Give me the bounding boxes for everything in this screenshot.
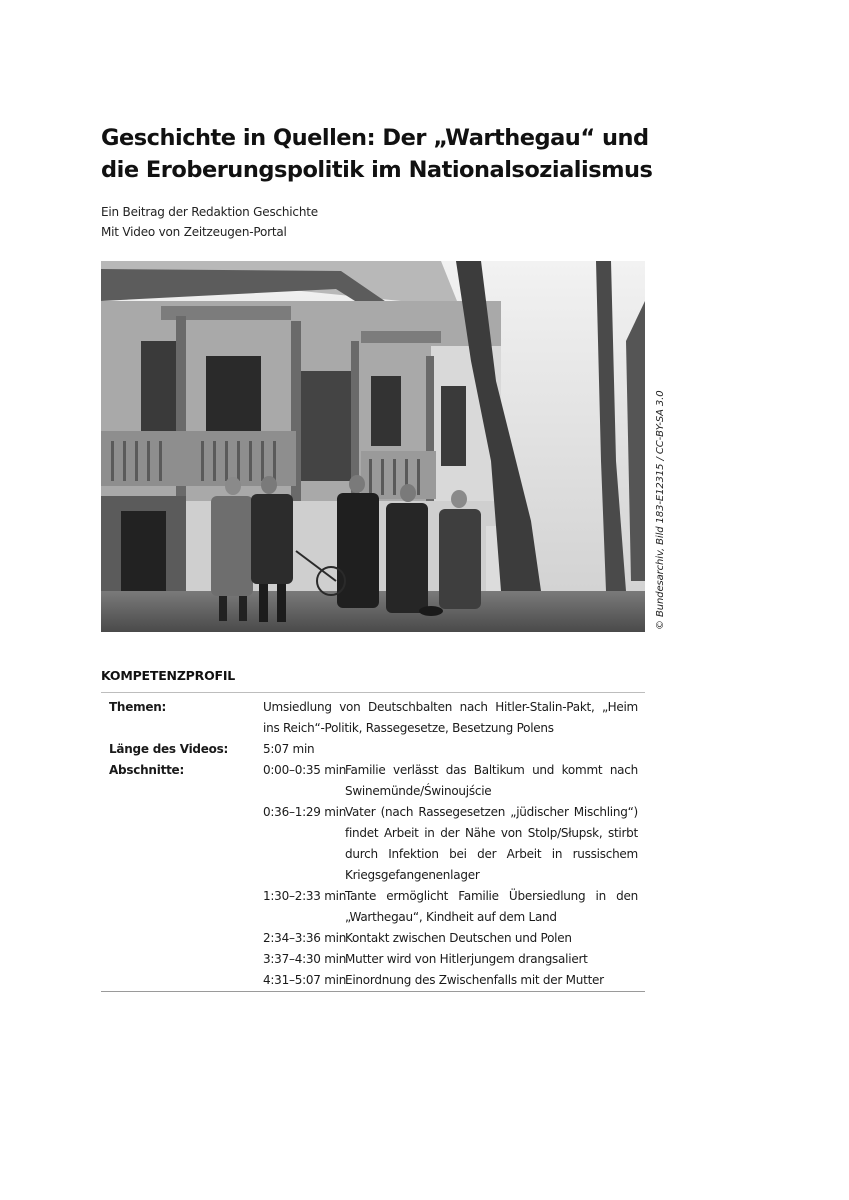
abschnitt-item xyxy=(263,970,638,991)
abschnitt-text: Kontakt zwischen Deutschen und Polen xyxy=(345,931,572,945)
abschnitt-item xyxy=(263,802,638,886)
row-abschnitte xyxy=(101,760,645,991)
photo-credit: © Bundesarchiv, Bild 183-E12315 / CC-BY-SA 3.0 xyxy=(655,390,666,630)
abschnitt-text: Einordnung des Zwischenfalls mit der Mutter xyxy=(345,973,604,987)
abschnitt-time: 0:36–1:29 min xyxy=(263,805,347,819)
title-line-2: die Eroberungspolitik im Nationalsozialismus xyxy=(101,157,653,183)
themen-value: Umsiedlung von Deutschbalten nach Hitler-Stalin-Pakt, „Heim ins Reich“-Politik, Rassegesetze, Besetzung Polens xyxy=(263,700,638,735)
title-line-1: Geschichte in Quellen: Der „Warthegau“ und xyxy=(101,125,649,151)
subtitle-author: Ein Beitrag der Redaktion Geschichte xyxy=(101,205,318,219)
abschnitt-text: Familie verlässt das Baltikum und kommt nach Swinemünde/Świnoujście xyxy=(345,763,638,798)
themen-label: Themen: xyxy=(109,700,167,714)
abschnitt-text: Tante ermöglicht Familie Übersiedlung in den „Warthegau“, Kindheit auf dem Land xyxy=(345,889,638,924)
row-laenge xyxy=(101,739,645,760)
kompetenzprofil-table xyxy=(101,692,645,992)
subtitle-video-source: Mit Video von Zeitzeugen-Portal xyxy=(101,225,287,239)
photo-illustration xyxy=(101,261,645,632)
row-themen xyxy=(101,697,645,739)
abschnitte-list xyxy=(263,760,645,991)
abschnitt-time: 2:34–3:36 min xyxy=(263,931,347,945)
abschnitt-item xyxy=(263,886,638,928)
historical-photo xyxy=(101,261,645,632)
abschnitt-text: Mutter wird von Hitlerjungem drangsaliert xyxy=(345,952,588,966)
abschnitt-text: Vater (nach Rassegesetzen „jüdischer Mischling“) findet Arbeit in der Nähe von Stolp/Słupsk, stirbt durch Infektion bei der Arbeit in russischem Kriegsgefangenenlager xyxy=(345,805,638,882)
abschnitte-label: Abschnitte: xyxy=(109,763,184,777)
laenge-value: 5:07 min xyxy=(263,742,315,756)
page-title xyxy=(101,122,661,186)
abschnitt-item xyxy=(263,949,638,970)
kompetenzprofil-heading: KOMPETENZPROFIL xyxy=(101,668,236,683)
abschnitt-item xyxy=(263,928,638,949)
abschnitt-time: 3:37–4:30 min xyxy=(263,952,347,966)
laenge-label: Länge des Videos: xyxy=(109,742,229,756)
abschnitt-time: 0:00–0:35 min xyxy=(263,763,347,777)
abschnitt-item xyxy=(263,760,638,802)
abschnitt-time: 4:31–5:07 min xyxy=(263,973,347,987)
abschnitt-time: 1:30–2:33 min xyxy=(263,889,347,903)
